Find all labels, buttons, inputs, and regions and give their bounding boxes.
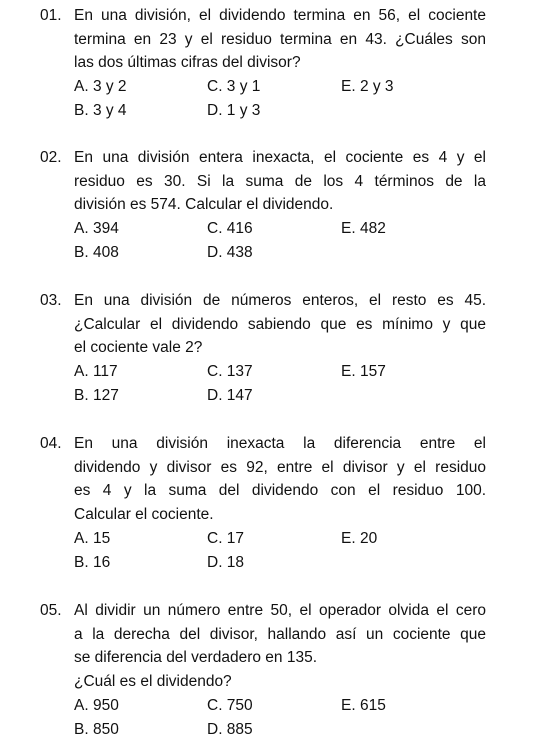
statement-line: En una división, el dividendo termina en 56, el cociente [74,7,486,24]
option-d[interactable]: D. 885 [207,720,253,738]
option-b[interactable]: B. 408 [74,243,119,261]
option-a[interactable]: A. 394 [74,220,119,238]
option-b[interactable]: B. 16 [74,553,111,571]
statement-line: En una división de números enteros, el resto es 45. [74,292,486,309]
option-e[interactable]: E. 615 [341,696,386,714]
option-b[interactable]: B. 850 [74,720,119,738]
option-a[interactable]: A. 117 [74,363,118,381]
answer-options [74,527,486,575]
option-c[interactable]: C. 137 [207,363,253,381]
problem-number: 03. [40,292,62,309]
problem-statement [74,289,486,360]
option-e[interactable]: E. 157 [341,363,386,381]
statement-line: las dos últimas cifras del divisor? [74,54,301,72]
option-c[interactable]: C. 750 [207,696,253,714]
statement-line: división es 574. Calcular el dividendo. [74,196,334,214]
problem-05 [40,599,486,741]
statement-line: es 4 y la suma del dividendo con el residuo 100. [74,482,486,500]
problem-04 [40,432,486,574]
statement-line: dividendo y divisor es 92, entre el divisor y el residuo [74,458,486,476]
option-c[interactable]: C. 17 [207,529,245,547]
answer-options [74,694,486,742]
statement-line: ¿Calcular el dividendo sabiendo que es mínimo y que [74,315,486,333]
problem-03 [40,289,486,408]
option-e[interactable]: E. 482 [341,220,386,238]
statement-line: a la derecha del divisor, hallando así un cociente que [74,625,486,643]
problem-number: 02. [40,149,62,166]
option-e[interactable]: E. 2 y 3 [341,78,394,96]
statement-line: termina en 23 y el residuo termina en 43. ¿Cuáles son [74,30,486,48]
statement-line: En una división inexacta la diferencia entre el [74,435,486,452]
option-a[interactable]: A. 15 [74,529,111,547]
problem-number: 01. [40,7,62,24]
problem-statement [74,432,486,527]
option-c[interactable]: C. 416 [207,220,253,238]
option-d[interactable]: D. 438 [207,243,253,261]
problem-number: 04. [40,435,62,452]
problem-statement [74,599,486,694]
statement-line: Al dividir un número entre 50, el operador olvida el cero [74,602,486,619]
option-d[interactable]: D. 1 y 3 [207,101,261,119]
option-d[interactable]: D. 18 [207,553,245,571]
statement-line: residuo es 30. Si la suma de los 4 términos de la [74,172,486,190]
problem-02 [40,146,486,265]
statement-line: se diferencia del verdadero en 135. [74,649,317,667]
option-b[interactable]: B. 3 y 4 [74,101,127,119]
problem-statement [74,4,486,75]
statement-line: Calcular el cociente. [74,506,214,524]
problem-statement [74,146,486,217]
problem-number: 05. [40,602,62,619]
option-a[interactable]: A. 950 [74,696,119,714]
problem-01 [40,4,486,123]
option-b[interactable]: B. 127 [74,386,119,404]
answer-options [74,217,486,265]
option-a[interactable]: A. 3 y 2 [74,78,127,96]
statement-line: En una división entera inexacta, el cociente es 4 y el [74,149,486,166]
statement-line: ¿Cuál es el dividendo? [74,673,232,691]
option-e[interactable]: E. 20 [341,529,378,547]
option-d[interactable]: D. 147 [207,386,253,404]
answer-options [74,75,486,123]
answer-options [74,360,486,408]
option-c[interactable]: C. 3 y 1 [207,78,261,96]
statement-line: el cociente vale 2? [74,339,203,357]
